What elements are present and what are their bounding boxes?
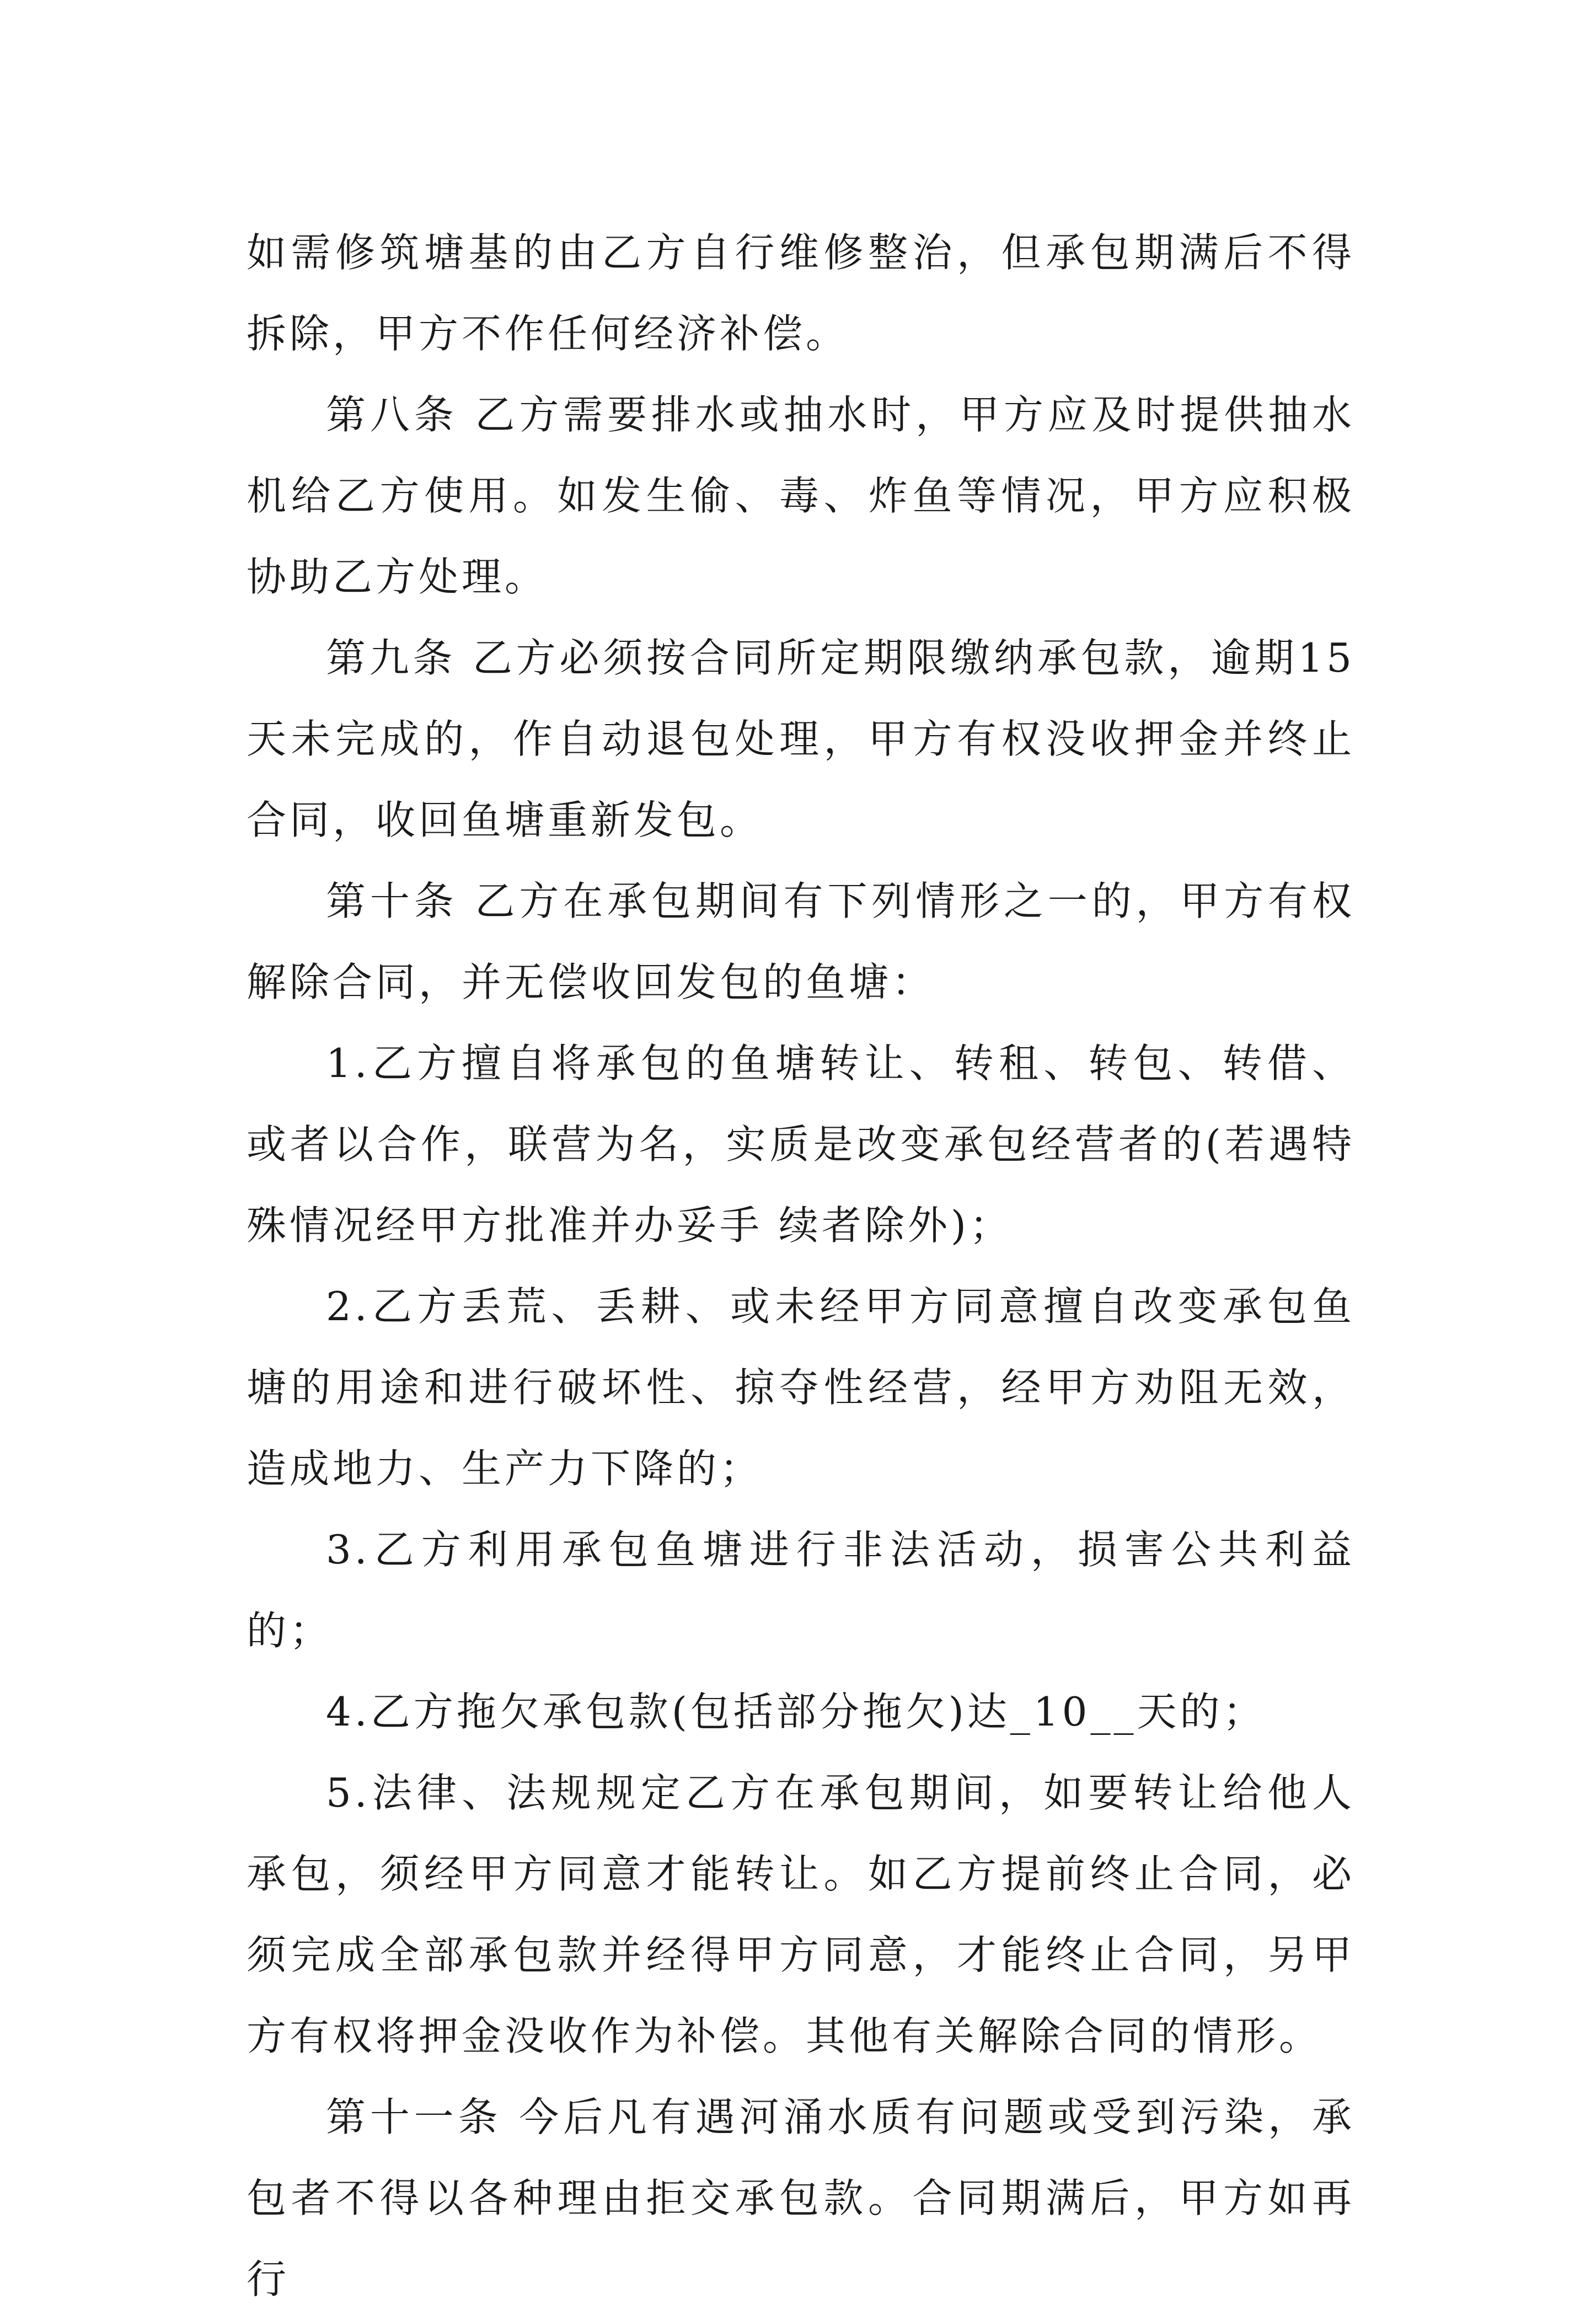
document-body (247, 212, 1355, 2320)
paragraph-article-9: 第九条 乙方必须按合同所定期限缴纳承包款，逾期15天未完成的，作自动退包处理，甲方有权没收押金并终止合同，收回鱼塘重新发包。 (247, 635, 1355, 843)
paragraph-article-10: 第十条 乙方在承包期间有下列情形之一的，甲方有权解除合同，并无偿收回发包的鱼塘： (247, 878, 1355, 1005)
list-item-4: 4.乙方拖欠承包款(包括部分拖欠)达_10__天的； (326, 1689, 1266, 1735)
list-item-3: 3.乙方利用承包鱼塘进行非法活动，损害公共利益的； (247, 1526, 1355, 1654)
paragraph-article-8: 第八条 乙方需要排水或抽水时，甲方应及时提供抽水机给乙方使用。如发生偷、毒、炸鱼等情况，甲方应积极协助乙方处理。 (247, 392, 1355, 600)
paragraph-article-11: 第十一条 今后凡有遇河涌水质有问题或受到污染，承包者不得以各种理由拒交承包款。合同期满后，甲方如再行 (247, 2094, 1355, 2302)
list-item-1: 1.乙方擅自将承包的鱼塘转让、转租、转包、转借、或者以合作，联营为名，实质是改变承包经营者的(若遇特殊情况经甲方批准并办妥手 续者除外)； (247, 1040, 1355, 1249)
list-item-2: 2.乙方丢荒、丢耕、或未经甲方同意擅自改变承包鱼塘的用途和进行破坏性、掠夺性经营，经甲方劝阻无效，造成地力、生产力下降的； (247, 1283, 1355, 1492)
list-item-5: 5.法律、法规规定乙方在承包期间，如要转让给他人承包，须经甲方同意才能转让。如乙方提前终止合同，必须完成全部承包款并经得甲方同意，才能终止合同，另甲方有权将押金没收作为补偿。其他有关解除合同的情形。 (247, 1770, 1355, 2059)
paragraph-1: 如需修筑塘基的由乙方自行维修整治，但承包期满后不得拆除，甲方不作任何经济补偿。 (247, 229, 1355, 357)
